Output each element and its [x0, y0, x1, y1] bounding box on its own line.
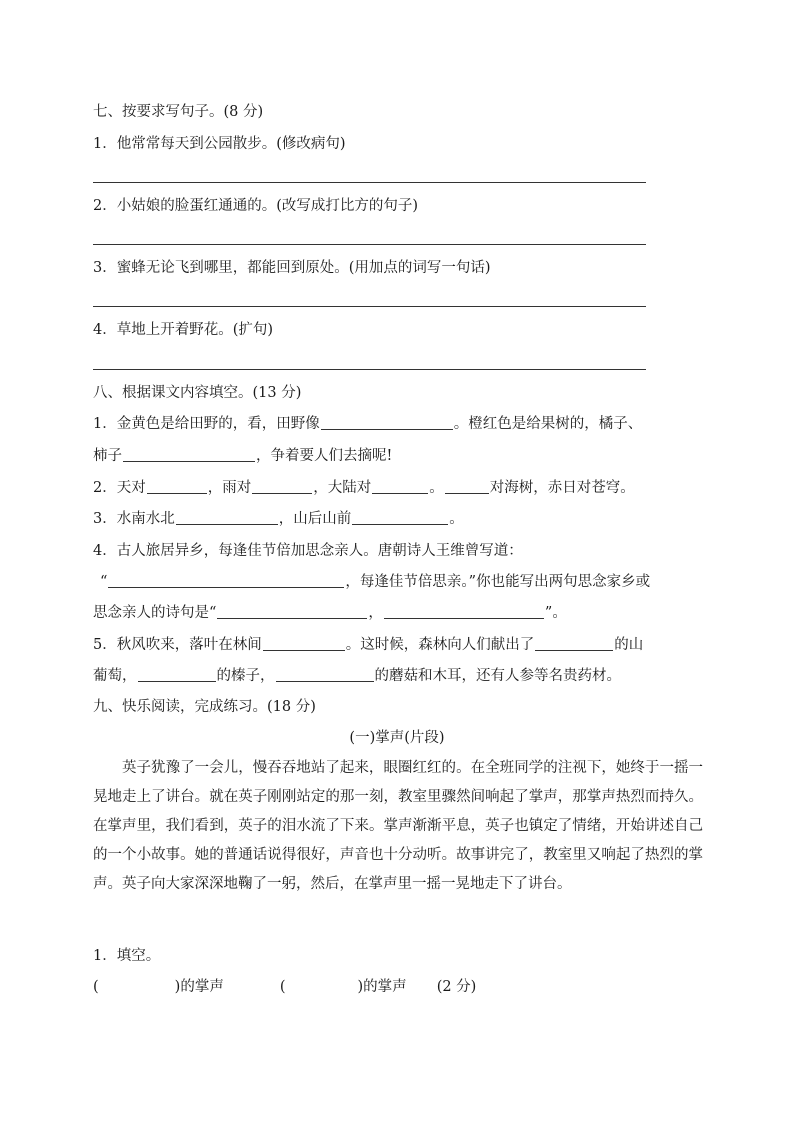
blank-8-5a[interactable] — [263, 636, 345, 651]
question-8-4-line2: “ ，每逢佳节倍思亲。”你也能写出两句思念家乡或 — [100, 574, 651, 590]
blank-8-1b[interactable] — [123, 447, 255, 462]
question-9-1-fill: ( )的掌声 ( )的掌声 (2 分) — [93, 979, 477, 995]
passage-text: 英子犹豫了一会儿，慢吞吞地站了起来，眼圈红红的。在全班同学的注视下，她终于一摇一晃地走上了讲台。就在英子刚刚站定的那一刻，教室里骤然间响起了掌声，那掌声热烈而持久。在掌声里，我们看到，英子的泪水流了下来。掌声渐渐平息，英子也镇定了情绪，开始讲述自己的一个小故事。她的普通话说得很好，声音也十分动听。故事讲完了，教室里又响起了热烈的掌声。英子向大家深深地鞠了一躬，然后，在掌声里一摇一晃地走下了讲台。 — [93, 760, 703, 892]
question-8-4-line3: 思念亲人的诗句是“ ， ”。 — [93, 605, 567, 621]
blank-8-4b[interactable] — [217, 604, 367, 619]
question-8-5-line1: 5．秋风吹来，落叶在林间 。这时候，森林向人们献出了 的山 — [93, 637, 644, 653]
blank-8-3a[interactable] — [176, 510, 278, 525]
blank-8-2b[interactable] — [252, 479, 312, 494]
blank-8-1a[interactable] — [321, 415, 453, 430]
answer-line-7-1[interactable] — [93, 182, 646, 183]
section-9-title: 九、快乐阅读，完成练习。(18 分) — [93, 699, 316, 715]
question-7-2: 2．小姑娘的脸蛋红通通的。(改写成打比方的句子) — [93, 198, 419, 214]
question-7-1: 1．他常常每天到公园散步。(修改病句) — [93, 136, 346, 152]
blank-8-2a[interactable] — [147, 479, 207, 494]
question-8-4-line1: 4．古人旅居异乡，每逢佳节倍加思念亲人。唐朝诗人王维曾写道： — [93, 543, 523, 559]
blank-8-4c[interactable] — [384, 604, 544, 619]
section-7-title: 七、按要求写句子。(8 分) — [93, 104, 264, 120]
answer-line-7-2[interactable] — [93, 244, 646, 245]
blank-8-3b[interactable] — [352, 510, 448, 525]
blank-8-4a[interactable] — [108, 573, 344, 588]
blank-8-5b[interactable] — [535, 636, 613, 651]
answer-line-7-4[interactable] — [93, 369, 646, 370]
question-7-3: 3．蜜蜂无论飞到哪里，都能回到原处。(用加点的词写一句话) — [93, 260, 491, 276]
score-label: (2 分) — [436, 979, 477, 995]
question-8-3: 3．水南水北 ，山后山前 。 — [93, 511, 464, 527]
question-8-2: 2．天对 ，雨对 ，大陆对 。 对海树，赤日对苍穹。 — [93, 480, 635, 496]
section-8-title: 八、根据课文内容填空。(13 分) — [93, 385, 302, 401]
answer-line-7-3[interactable] — [93, 306, 646, 307]
blank-8-5d[interactable] — [276, 667, 374, 682]
question-8-1-line2: 柿子 ，争着要人们去摘呢! — [93, 448, 393, 464]
question-8-1-line1: 1．金黄色是给田野的，看，田野像 。橙红色是给果树的，橘子、 — [93, 416, 643, 432]
question-9-1: 1．填空。 — [93, 948, 161, 964]
blank-8-2d[interactable] — [445, 479, 489, 494]
question-8-5-line2: 葡萄， 的榛子， 的蘑菇和木耳，还有人参等名贵药材。 — [93, 668, 621, 684]
blank-8-2c[interactable] — [372, 479, 428, 494]
question-7-4: 4．草地上开着野花。(扩句) — [93, 322, 274, 338]
passage-title: (一)掌声(片段) — [349, 730, 445, 746]
blank-8-5c[interactable] — [138, 667, 216, 682]
